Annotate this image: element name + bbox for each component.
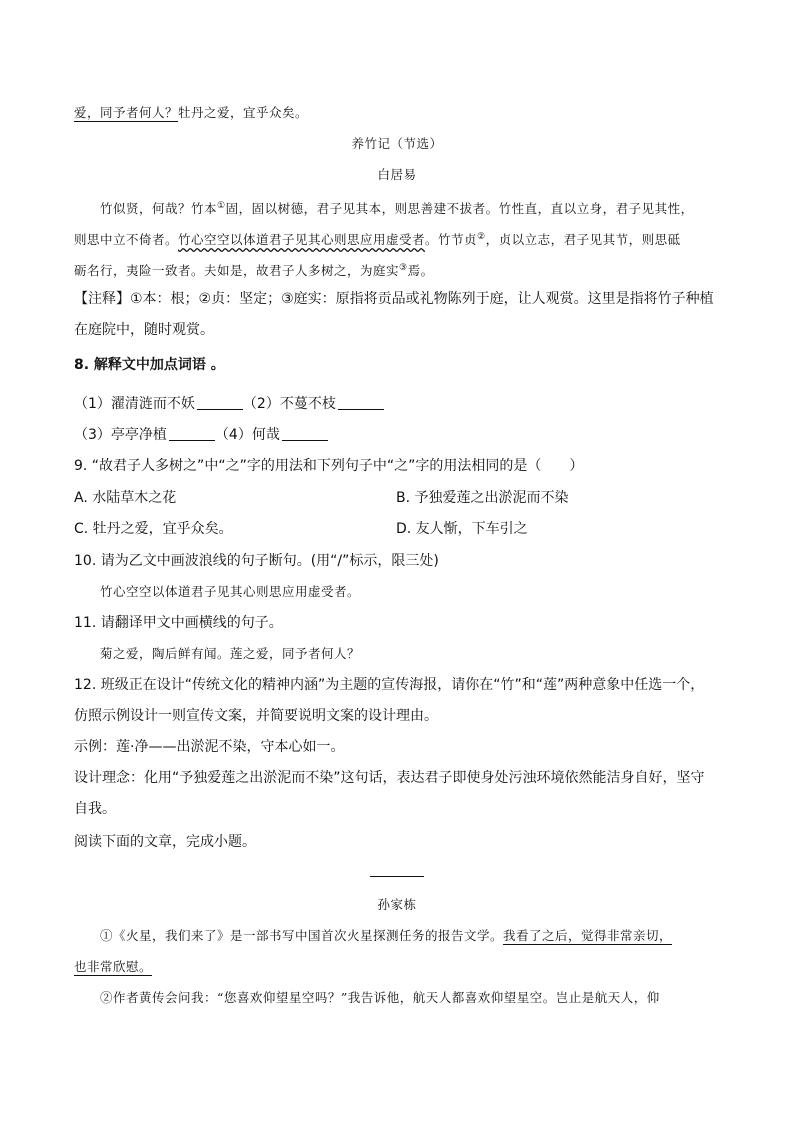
- text-fragment: 固，固以树德，君子见其本，则思善建不拔者。竹性直，直以立身，君子见其性，: [225, 201, 694, 217]
- question-11-stem: 11. 请翻译甲文中画横线的句子。: [74, 615, 283, 631]
- passage-title: 养竹记（节选）: [351, 136, 443, 151]
- question-9-stem: 9. “故君子人多树之”中“之”字的用法和下列句子中“之”字的用法相同的是（ ）: [74, 458, 584, 474]
- question-12-rationale-1: 设计理念：化用“予独爱莲之出淤泥而不染”这句话，表达君子即使身处污浊环境依然能洁身自好，坚守: [74, 770, 705, 786]
- answer-blank[interactable]: [338, 395, 384, 410]
- question-8-row-1: [74, 395, 384, 413]
- text-fragment: 。竹节贞: [425, 232, 478, 248]
- answer-blank[interactable]: [169, 426, 215, 441]
- wavy-underlined-sentence: 竹心空空以体道君子见其心则思应用虚受者: [178, 232, 426, 248]
- footnote-marker: ②: [477, 232, 486, 242]
- text-fragment: 则思中立不倚者。: [74, 232, 179, 248]
- footnote-marker: ①: [217, 201, 226, 211]
- passage-line-2: [74, 228, 681, 249]
- option-a[interactable]: A. 水陆草木之花: [74, 490, 177, 506]
- option-d[interactable]: D. 友人惭，下车引之: [396, 521, 528, 537]
- option-c[interactable]: C. 牡丹之爱，宜乎众矣。: [74, 521, 233, 537]
- article-author: 孙家栋: [377, 897, 417, 912]
- underlined-sentence: 我看了之后，觉得非常亲切，: [503, 928, 673, 943]
- option-b[interactable]: B. 予独爱莲之出淤泥而不染: [396, 490, 569, 506]
- passage-line-3: [74, 259, 434, 280]
- text-line-0: [74, 104, 308, 122]
- article-paragraph-1: [100, 927, 672, 945]
- answer-blank[interactable]: [197, 395, 243, 410]
- question-10-stem: 10. 请为乙文中画波浪线的句子断句。(用“/”标示，限三处): [74, 553, 439, 569]
- question-text: 8. 解释文中加点词语 。: [74, 357, 225, 373]
- text-fragment: ①《火星，我们来了》是一部书写中国首次火星探测任务的报告文学。: [100, 928, 504, 943]
- question-11-sentence: 菊之爱，陶后鲜有闻。莲之爱，同予者何人？: [100, 646, 361, 661]
- sub-item: （4）何哉: [214, 427, 280, 443]
- article-paragraph-1-cont: [74, 958, 152, 976]
- sub-item: （3）亭亭净植: [74, 427, 167, 443]
- question-8-row-2: [74, 426, 328, 444]
- answer-blank[interactable]: [282, 426, 328, 441]
- reading-intro: 阅读下面的文章，完成小题。: [74, 834, 256, 850]
- notes-line-1: 【注释】①本：根；②贞：坚定；③庭实：原指将贡品或礼物陈列于庭，让人观赏。这里是指将竹子种植: [74, 291, 714, 307]
- text-fragment: 砺名行，夷险一致者。夫如是，故君子人多树之，为庭实: [74, 263, 400, 279]
- text-fragment: 竹似贤，何哉？竹本: [100, 201, 218, 217]
- footnote-marker: ③: [399, 263, 408, 273]
- question-12-line-1: 12. 班级正在设计“传统文化的精神内涵”为主题的宣传海报，请你在“竹”和“莲”两种意象中任选一个，: [74, 677, 705, 693]
- question-12-line-2: 仿照示例设计一则宣传文案，并简要说明文案的设计理由。: [74, 708, 438, 724]
- passage-line-1: [100, 197, 694, 218]
- question-8-stem: [74, 356, 225, 374]
- underlined-sentence: 也非常欣慰。: [74, 959, 153, 974]
- sub-item: （1）濯清涟而不妖: [74, 396, 195, 412]
- title-blank-line: [370, 876, 424, 877]
- text-fragment: ，贞以立志，君子见其节，则思砥: [485, 232, 681, 248]
- passage-author: 白居易: [377, 167, 417, 182]
- text-fragment: 焉。: [407, 263, 434, 279]
- underlined-phrase: 爱，同予者何人？: [74, 105, 179, 120]
- text-fragment: 牡丹之爱，宜乎众矣。: [178, 105, 309, 120]
- question-12-rationale-2: 自我。: [74, 801, 116, 817]
- question-10-sentence: 竹心空空以体道君子见其心则思应用虚受者。: [100, 584, 361, 599]
- sub-item: （2）不蔓不枝: [242, 396, 336, 412]
- article-paragraph-2: ②作者黄传会问我：“您喜欢仰望星空吗？”我告诉他，航天人都喜欢仰望星空。岂止是航天人，仰: [100, 990, 660, 1005]
- notes-line-2: 在庭院中，随时观赏。: [74, 322, 214, 338]
- question-12-example: 示例：莲·净——出淤泥不染，守本心如一。: [74, 739, 345, 755]
